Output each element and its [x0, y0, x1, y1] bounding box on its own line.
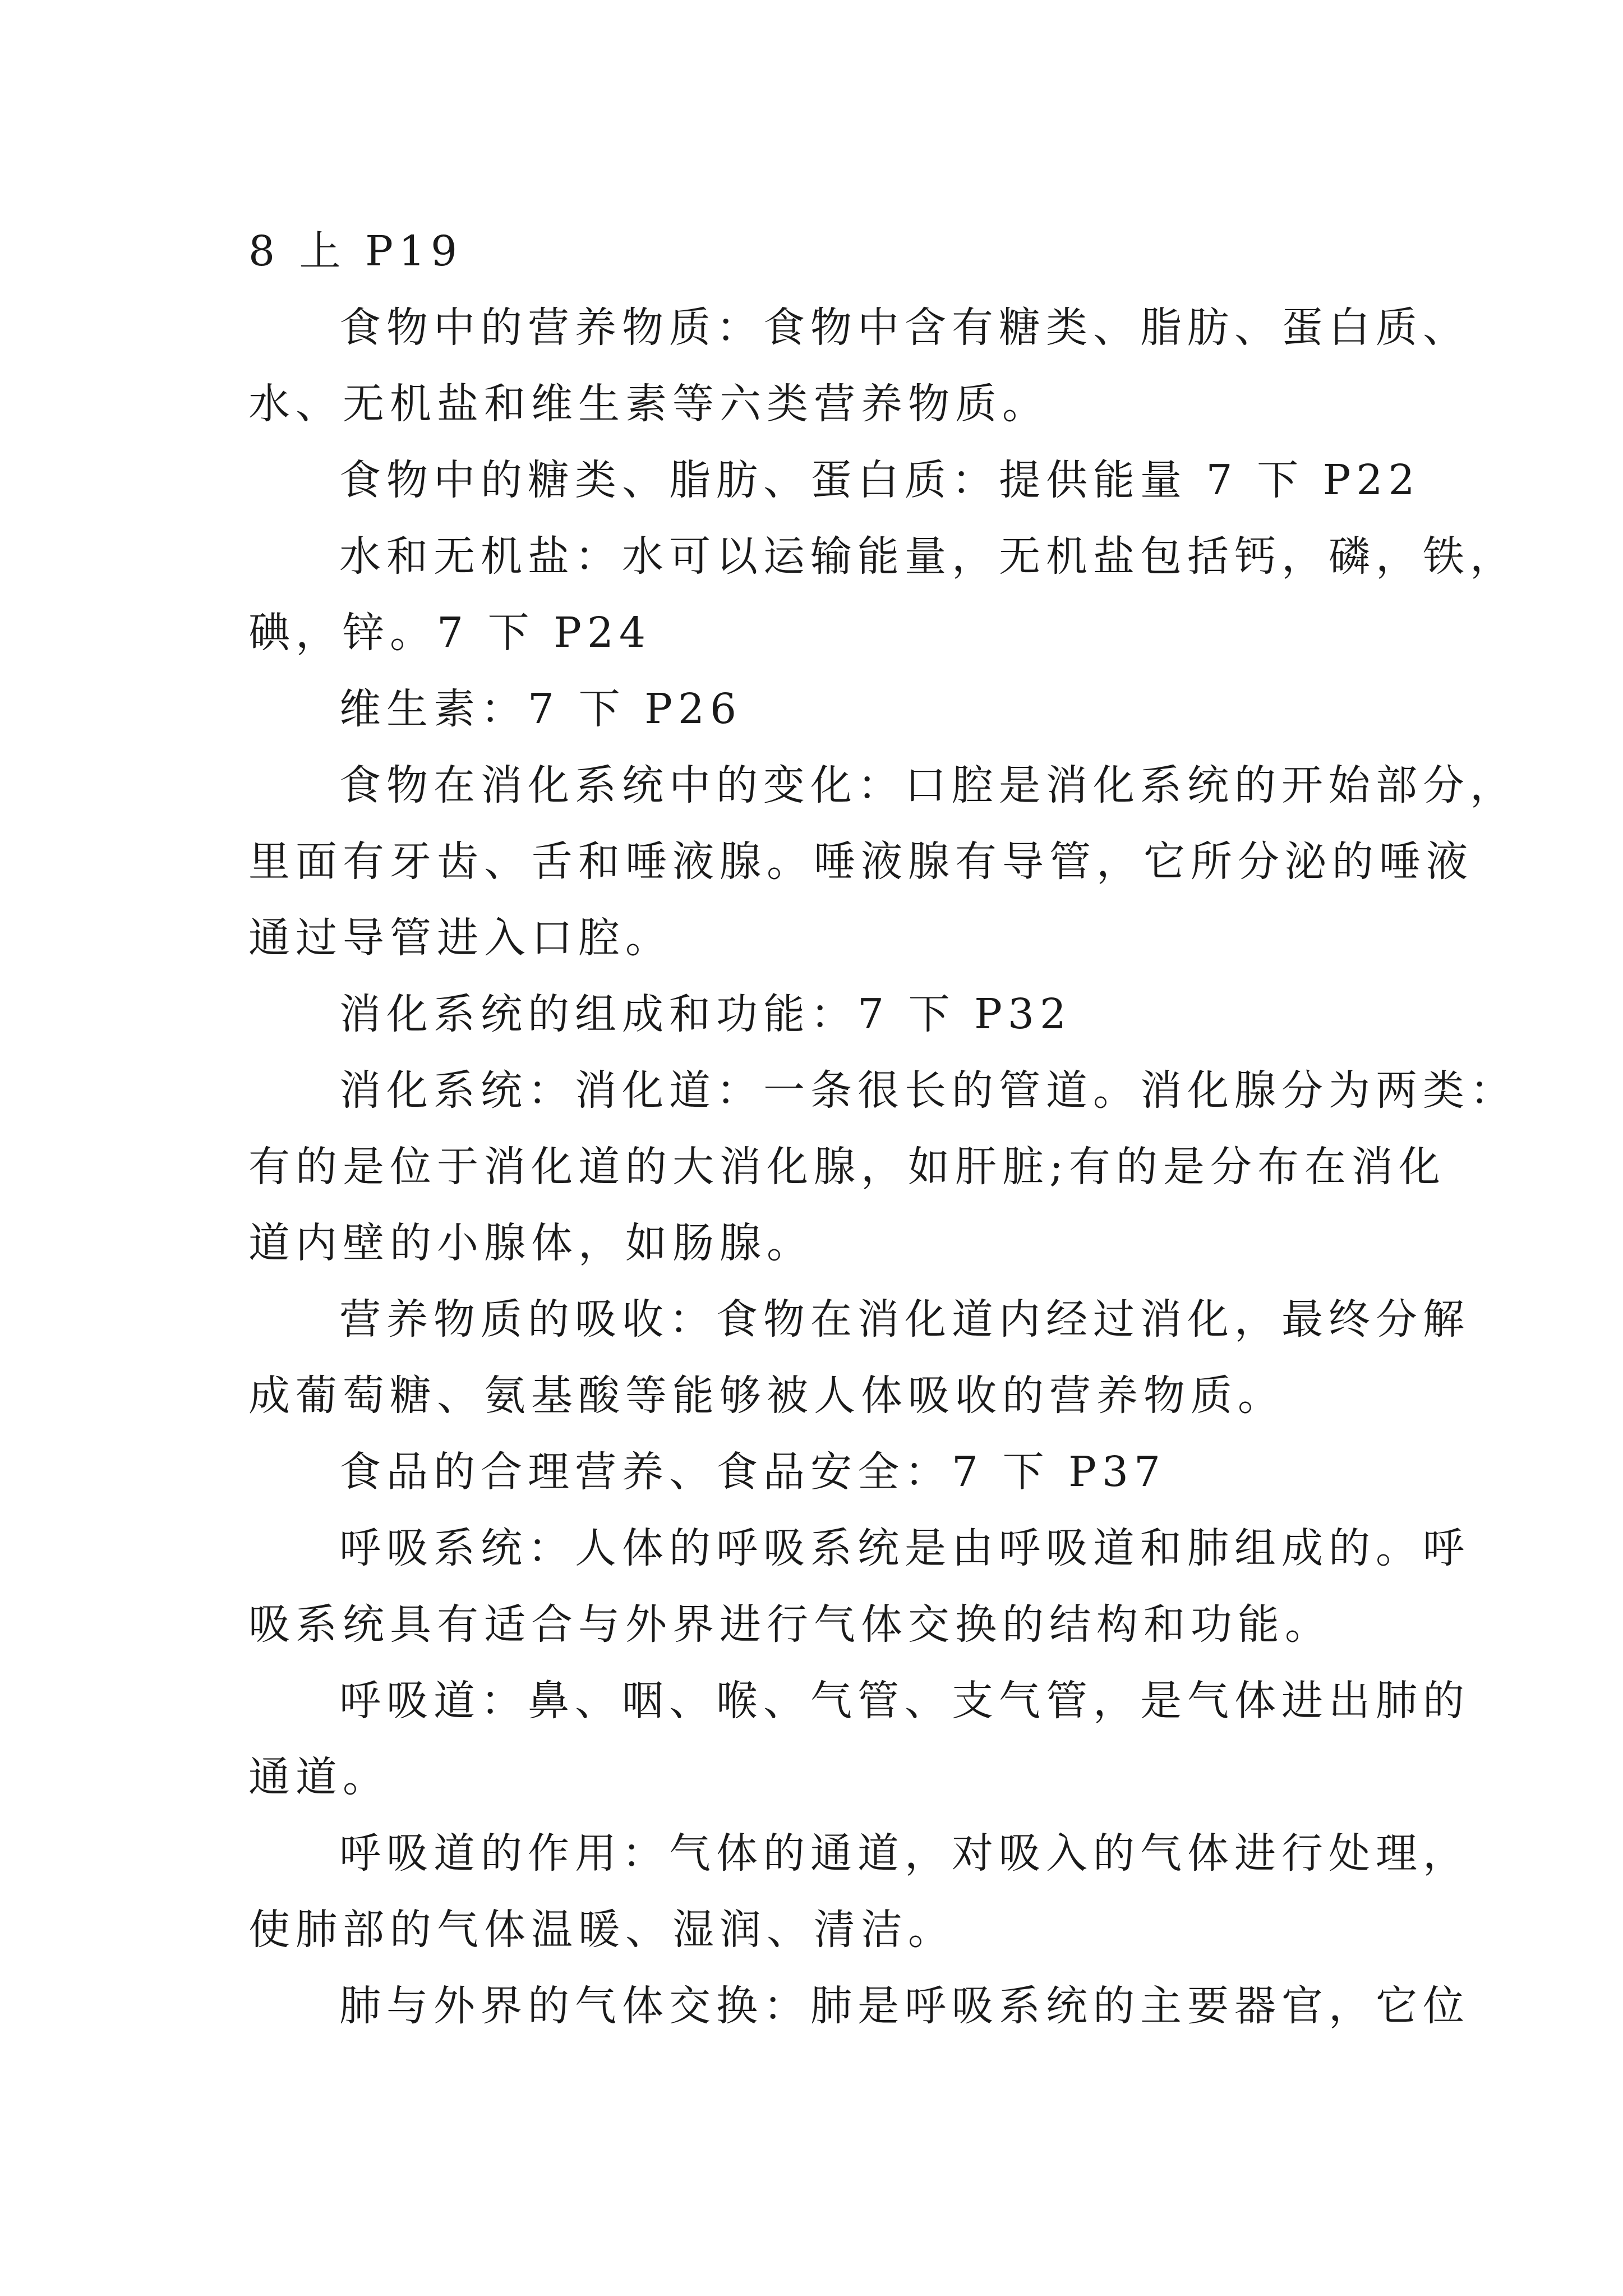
paragraph-line: 食物中的营养物质：食物中含有糖类、脂肪、蛋白质、: [339, 303, 1470, 352]
paragraph-line: 消化系统：消化道：一条很长的管道。消化腺分为两类：: [339, 1066, 1517, 1115]
document-body: [248, 213, 1517, 2044]
paragraph-line: 呼吸道的作用：气体的通道，对吸入的气体进行处理，: [339, 1829, 1470, 1878]
paragraph-line: 食物中的糖类、脂肪、蛋白质：提供能量 7 下 P22: [339, 456, 1421, 504]
paragraph-line: 通道。: [248, 1753, 390, 1801]
paragraph-line: 水、无机盐和维生素等六类营养物质。: [248, 380, 1049, 428]
paragraph-line: 食品的合理营养、食品安全：7 下 P37: [339, 1448, 1166, 1496]
paragraph-line: 道内壁的小腺体，如肠腺。: [248, 1219, 814, 1267]
paragraph-line: 成葡萄糖、氨基酸等能够被人体吸收的营养物质。: [248, 1372, 1285, 1420]
paragraph-line: 吸系统具有适合与外界进行气体交换的结构和功能。: [248, 1600, 1332, 1649]
paragraph-line: 食物在消化系统中的变化：口腔是消化系统的开始部分，: [339, 761, 1517, 809]
paragraph-line: 使肺部的气体温暖、湿润、清洁。: [248, 1906, 955, 1954]
paragraph-line: 水和无机盐：水可以运输能量，无机盐包括钙，磷，铁，: [339, 532, 1517, 581]
paragraph-line: 通过导管进入口腔。: [248, 914, 672, 962]
paragraph-line: 消化系统的组成和功能：7 下 P32: [339, 990, 1072, 1038]
paragraph-line: 呼吸系统：人体的呼吸系统是由呼吸道和肺组成的。呼: [339, 1524, 1470, 1572]
paragraph-line: 有的是位于消化道的大消化腺，如肝脏;有的是分布在消化: [248, 1143, 1446, 1191]
page-reference: 8 上 P19: [248, 227, 463, 275]
paragraph-line: 肺与外界的气体交换：肺是呼吸系统的主要器官，它位: [339, 1982, 1470, 2030]
paragraph-line: 里面有牙齿、舌和唾液腺。唾液腺有导管，它所分泌的唾液: [248, 838, 1473, 886]
paragraph-line: 呼吸道：鼻、咽、喉、气管、支气管，是气体进出肺的: [339, 1677, 1470, 1725]
paragraph-line: 维生素：7 下 P26: [339, 685, 743, 733]
paragraph-line: 碘，锌。7 下 P24: [248, 609, 652, 657]
paragraph-line: 营养物质的吸收：食物在消化道内经过消化，最终分解: [339, 1295, 1470, 1343]
